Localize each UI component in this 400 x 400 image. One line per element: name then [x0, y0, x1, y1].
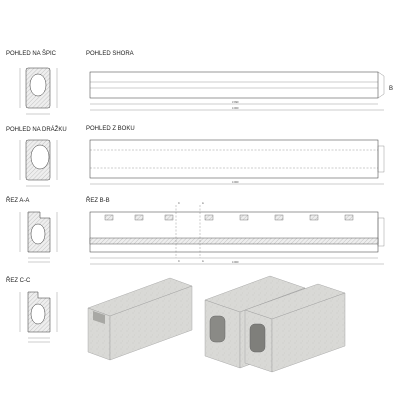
section-a-a	[6, 196, 57, 262]
section-b-b-title: ŘEZ B-B	[86, 198, 110, 204]
end-view-groove-title: POHLED NA DRÁŽKU	[6, 127, 67, 133]
end-view-spigot	[6, 50, 57, 114]
section-a-a-title: ŘEZ A-A	[6, 198, 30, 204]
section-b-b-mark-a-bottom: A	[202, 260, 204, 263]
top-view-title: POHLED SHORA	[86, 51, 134, 57]
top-view-length-total: 4 000	[232, 107, 239, 110]
end-view-groove	[6, 125, 67, 186]
top-view-mark-b: B	[389, 86, 394, 92]
section-c-c	[6, 276, 57, 342]
render-single-channel	[88, 278, 192, 360]
section-b-b-mark-c-bottom: C	[178, 260, 180, 263]
end-view-spigot-title: POHLED NA ŠPIC	[6, 51, 57, 57]
section-b-b-mark-c-top: C	[178, 202, 180, 205]
section-b-b-length-total: 4 000	[232, 261, 239, 264]
side-view	[86, 126, 384, 184]
section-b-b	[86, 196, 384, 264]
section-b-b-mark-a-top: A	[202, 202, 204, 205]
side-view-length-total: 4 000	[232, 181, 239, 184]
top-view	[86, 51, 393, 110]
side-view-title: POHLED Z BOKU	[86, 126, 135, 132]
render-double-channel	[205, 276, 345, 372]
top-view-length-inner: 3 990	[232, 101, 239, 104]
section-c-c-title: ŘEZ C-C	[6, 278, 31, 284]
